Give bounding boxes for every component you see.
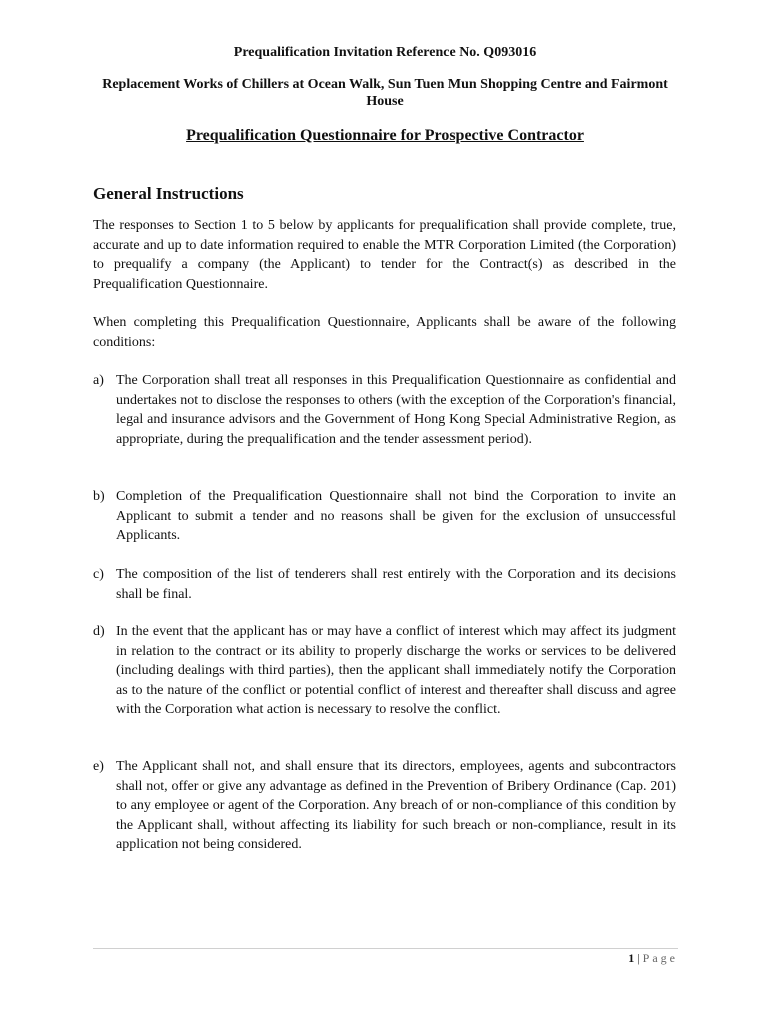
page-footer <box>628 950 678 966</box>
condition-text: The Corporation shall treat all responses in this Prequalification Questionnaire as confidential and undertakes not to disclose the responses to others (with the exception of the Corporation's financial, legal and insurance advisors and the Government of Hong Kong Special Administrative Region, as appropriate, during the prequalification and the tender assessment period). <box>116 373 676 447</box>
footer-divider <box>93 948 678 949</box>
condition-text: The composition of the list of tenderers shall rest entirely with the Corporation and its decisions shall be final. <box>116 567 676 602</box>
reference-title: Prequalification Invitation Reference No. Q093016 <box>233 45 537 60</box>
condition-marker: e) <box>93 759 104 774</box>
document-title: Prequalification Questionnaire for Prospective Contractor <box>186 127 584 144</box>
condition-text: In the event that the applicant has or may have a conflict of interest which may affect its judgment in relation to the contract or its ability to properly discharge the works or services to be delivered (including dealings with third parties), then the applicant shall immediately notify the Corporation as to the nature of the conflict or potential conflict of interest and thereafter shall discuss and agree with the Corporation what action is necessary to resolve the conflict. <box>116 624 676 717</box>
condition-marker: b) <box>93 489 105 504</box>
condition-text: Completion of the Prequalification Questionnaire shall not bind the Corporation to invite an Applicant to submit a tender and no reasons shall be given for the exclusion of unsuccessful Applicants. <box>116 489 676 543</box>
project-title: Replacement Works of Chillers at Ocean Walk, Sun Tuen Mun Shopping Centre and Fairmont House <box>102 77 668 109</box>
condition-marker: d) <box>93 624 105 639</box>
condition-item <box>93 565 676 604</box>
footer-separator: | <box>637 951 640 965</box>
page-number: 1 <box>628 951 635 965</box>
section-heading: General Instructions <box>93 184 244 203</box>
condition-item <box>93 487 676 546</box>
condition-item <box>93 757 676 855</box>
condition-marker: a) <box>93 373 104 388</box>
condition-item <box>93 622 676 720</box>
condition-text: The Applicant shall not, and shall ensure that its directors, employees, agents and subcontractors shall not, offer or give any advantage as defined in the Prevention of Bribery Ordinance (Cap. 201) to any employee or agent of the Corporation. Any breach of or non-compliance of this condition by the Applicant shall, without affecting its liability for such breach or non-compliance, result in its application not being considered. <box>116 759 676 852</box>
condition-marker: c) <box>93 567 104 582</box>
condition-item <box>93 371 676 449</box>
page-label: Page <box>642 951 678 965</box>
intro-paragraph: The responses to Section 1 to 5 below by applicants for prequalification shall provide complete, true, accurate and up to date information required to enable the MTR Corporation Limited (the Corporation) to prequalify a company (the Applicant) to tender for the Contract(s) as described in the Prequalification Questionnaire. <box>93 218 676 292</box>
conditions-intro-paragraph: When completing this Prequalification Questionnaire, Applicants shall be aware of the following conditions: <box>93 315 676 350</box>
